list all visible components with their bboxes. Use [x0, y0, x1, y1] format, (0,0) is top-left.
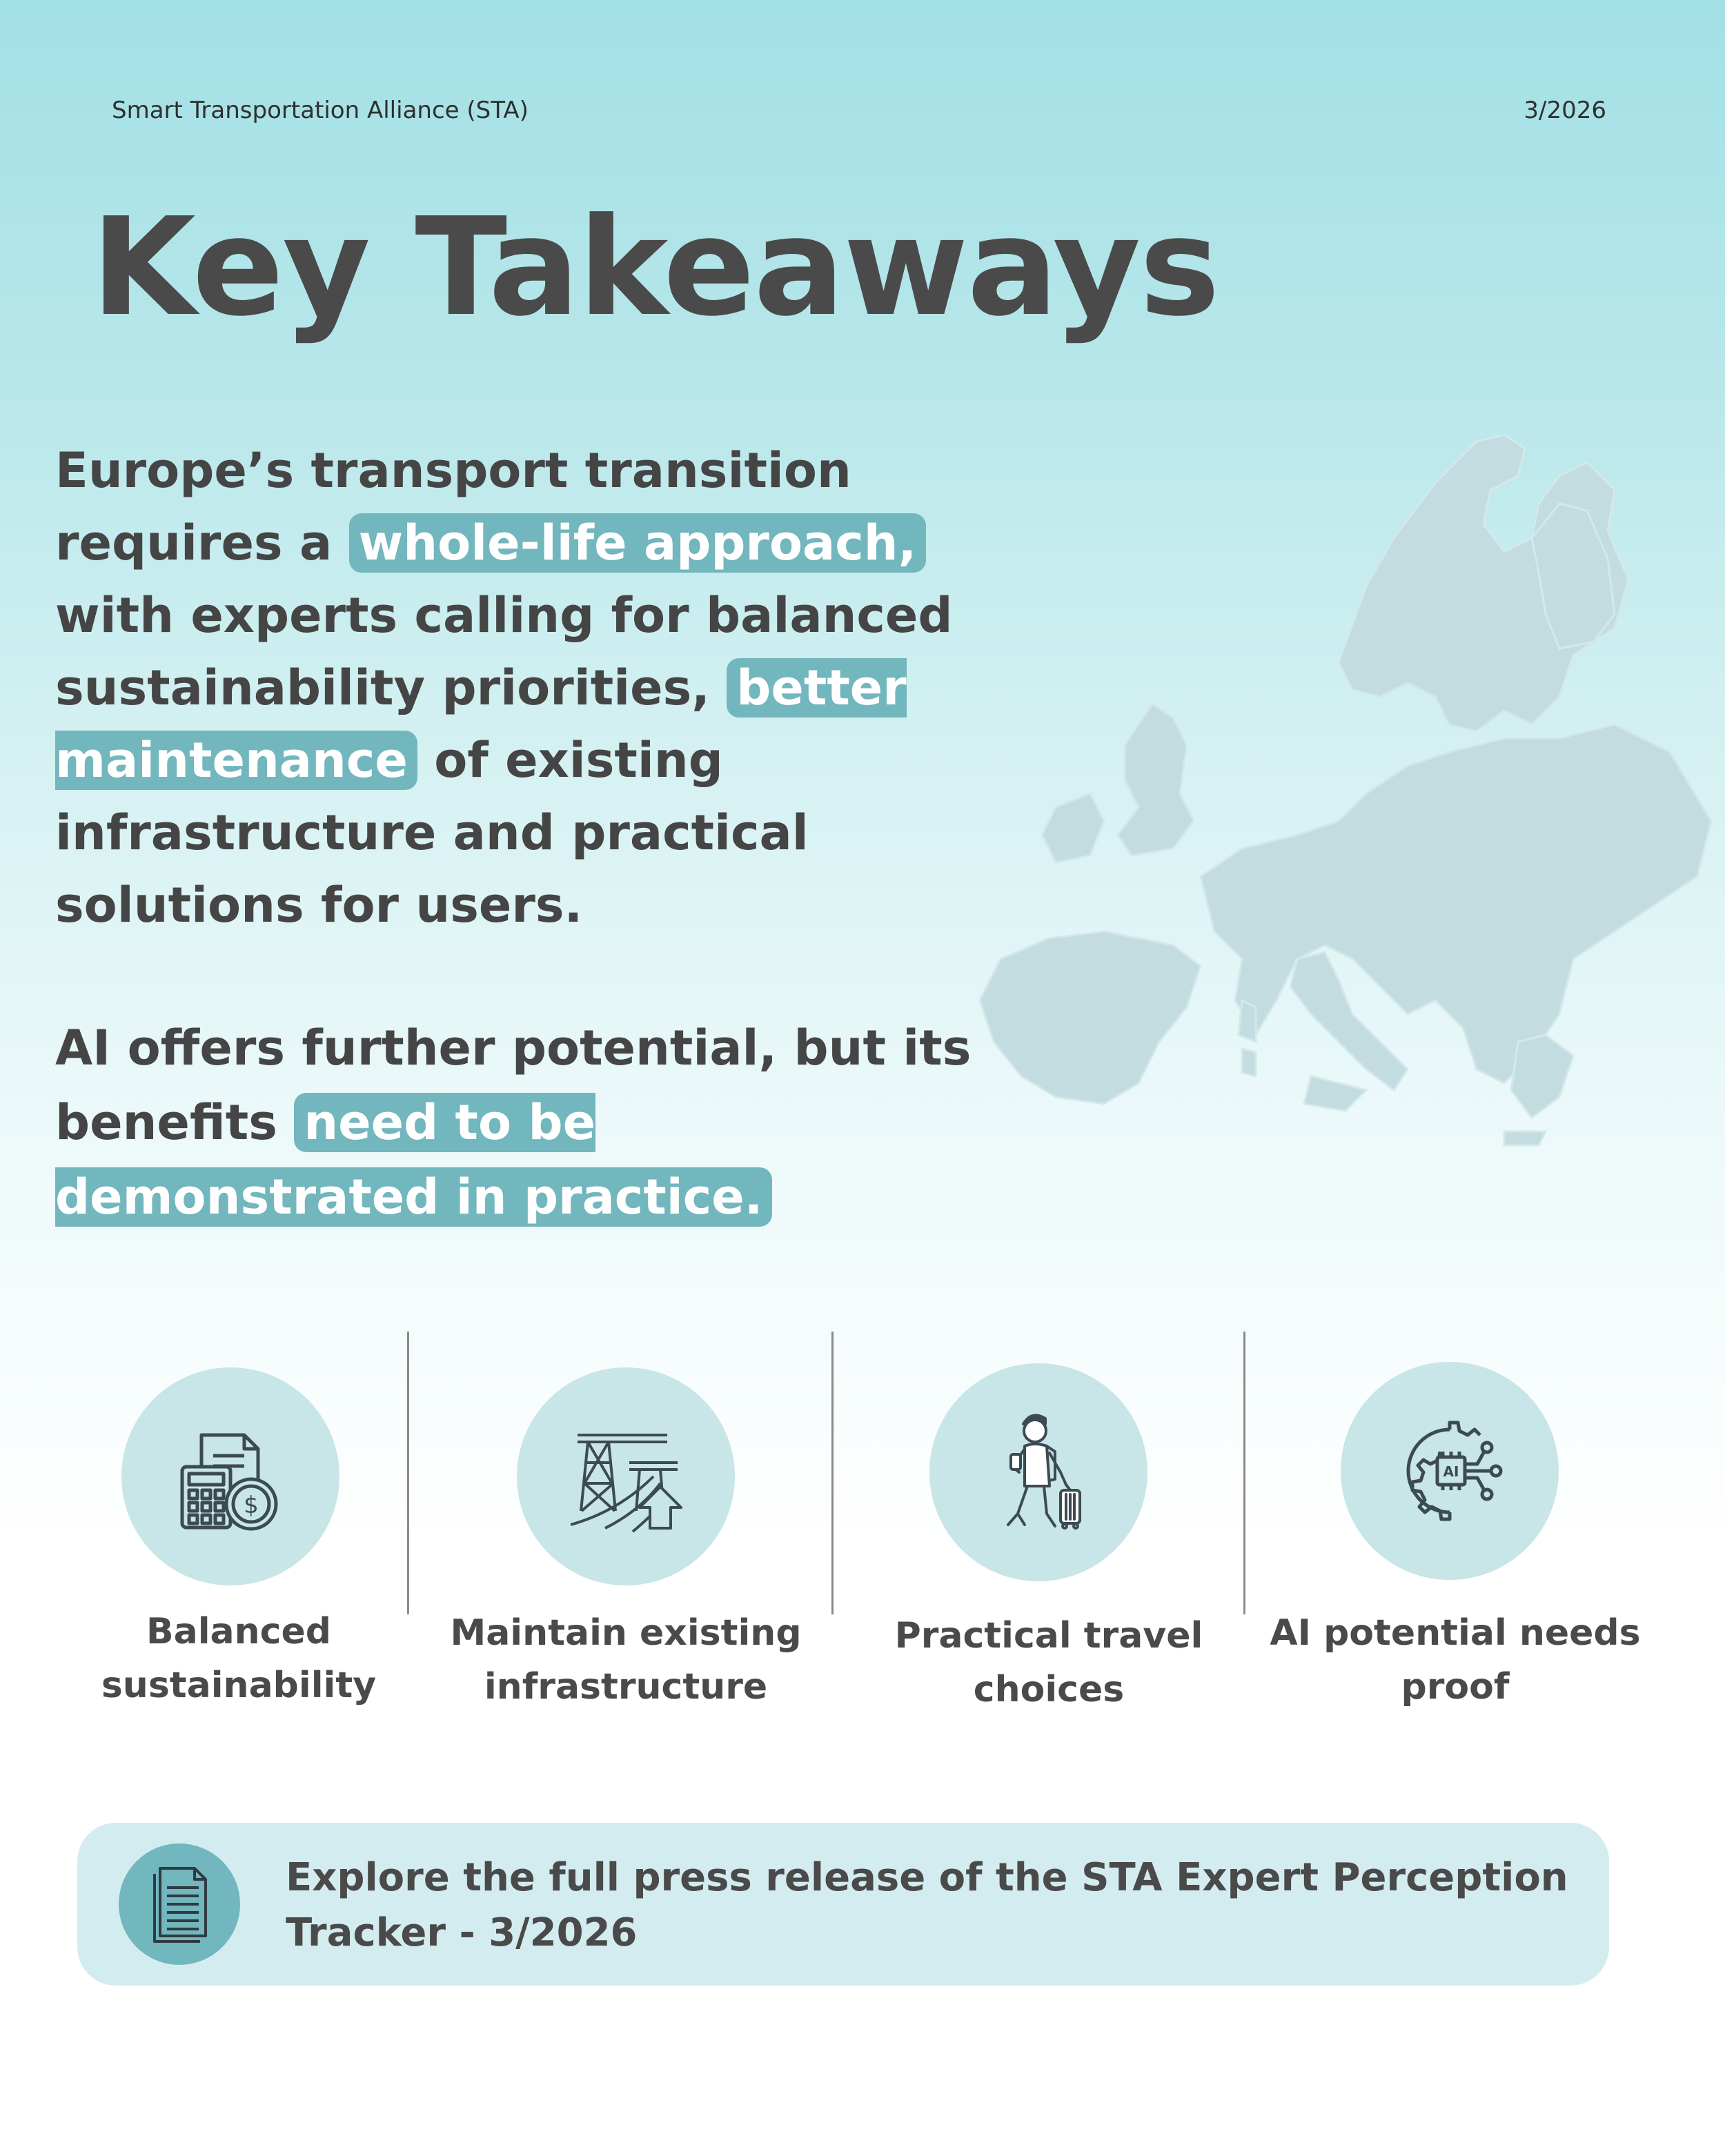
feature-label-maintain-infrastructure: Maintain existing infrastructure [450, 1612, 802, 1708]
column-divider [407, 1332, 409, 1614]
column-divider [1243, 1332, 1245, 1614]
highlight-need-to-be-demonstrated: need to be demonstrated in practice. [55, 1093, 772, 1227]
document-icon [145, 1864, 214, 1944]
publication-date: 3/2026 [1524, 97, 1606, 124]
paragraph-text: with experts calling for balanced sustainability priorities, [55, 587, 953, 716]
feature-icon-circle [929, 1363, 1147, 1581]
feature-icon-circle [1341, 1362, 1559, 1580]
calculator-money-icon [161, 1407, 299, 1545]
svg-text:AI: AI [1443, 1463, 1459, 1480]
document-icon-circle [119, 1843, 240, 1965]
ai-gear-icon [1381, 1402, 1519, 1540]
paragraph-text: of existing infrastructure and practical solutions for users. [55, 732, 809, 933]
feature-label-practical-travel: Practical travel choices [894, 1615, 1203, 1710]
bridge-road-icon [557, 1407, 695, 1545]
press-release-text[interactable]: Explore the full press release of the STA Expert Perception Tracker - 3/2026 [286, 1855, 1568, 1955]
takeaway-paragraph-ai [55, 1011, 980, 1234]
feature-label-ai-potential: AI potential needs proof [1270, 1612, 1641, 1708]
europe-map-image [952, 435, 1718, 1159]
press-release-link[interactable] [77, 1823, 1609, 1986]
paragraph-text: AI offers further potential, but its benefits [55, 1020, 972, 1151]
paragraph-text: Europe’s transport transition requires a [55, 442, 851, 571]
feature-label-balanced-sustainability: Balanced sustainability [101, 1611, 377, 1706]
highlight-whole-life-approach: whole-life approach, [349, 513, 927, 573]
page-title: Key Takeaways [91, 189, 1219, 346]
feature-icon-circle [517, 1367, 735, 1585]
highlight-better-maintenance: better maintenance [55, 660, 907, 789]
feature-icon-circle [121, 1367, 339, 1585]
traveler-luggage-icon [969, 1403, 1107, 1541]
takeaway-paragraph-transport [55, 435, 980, 942]
organization-name: Smart Transportation Alliance (STA) [112, 97, 529, 124]
column-divider [831, 1332, 834, 1614]
svg-text:$: $ [244, 1492, 259, 1519]
